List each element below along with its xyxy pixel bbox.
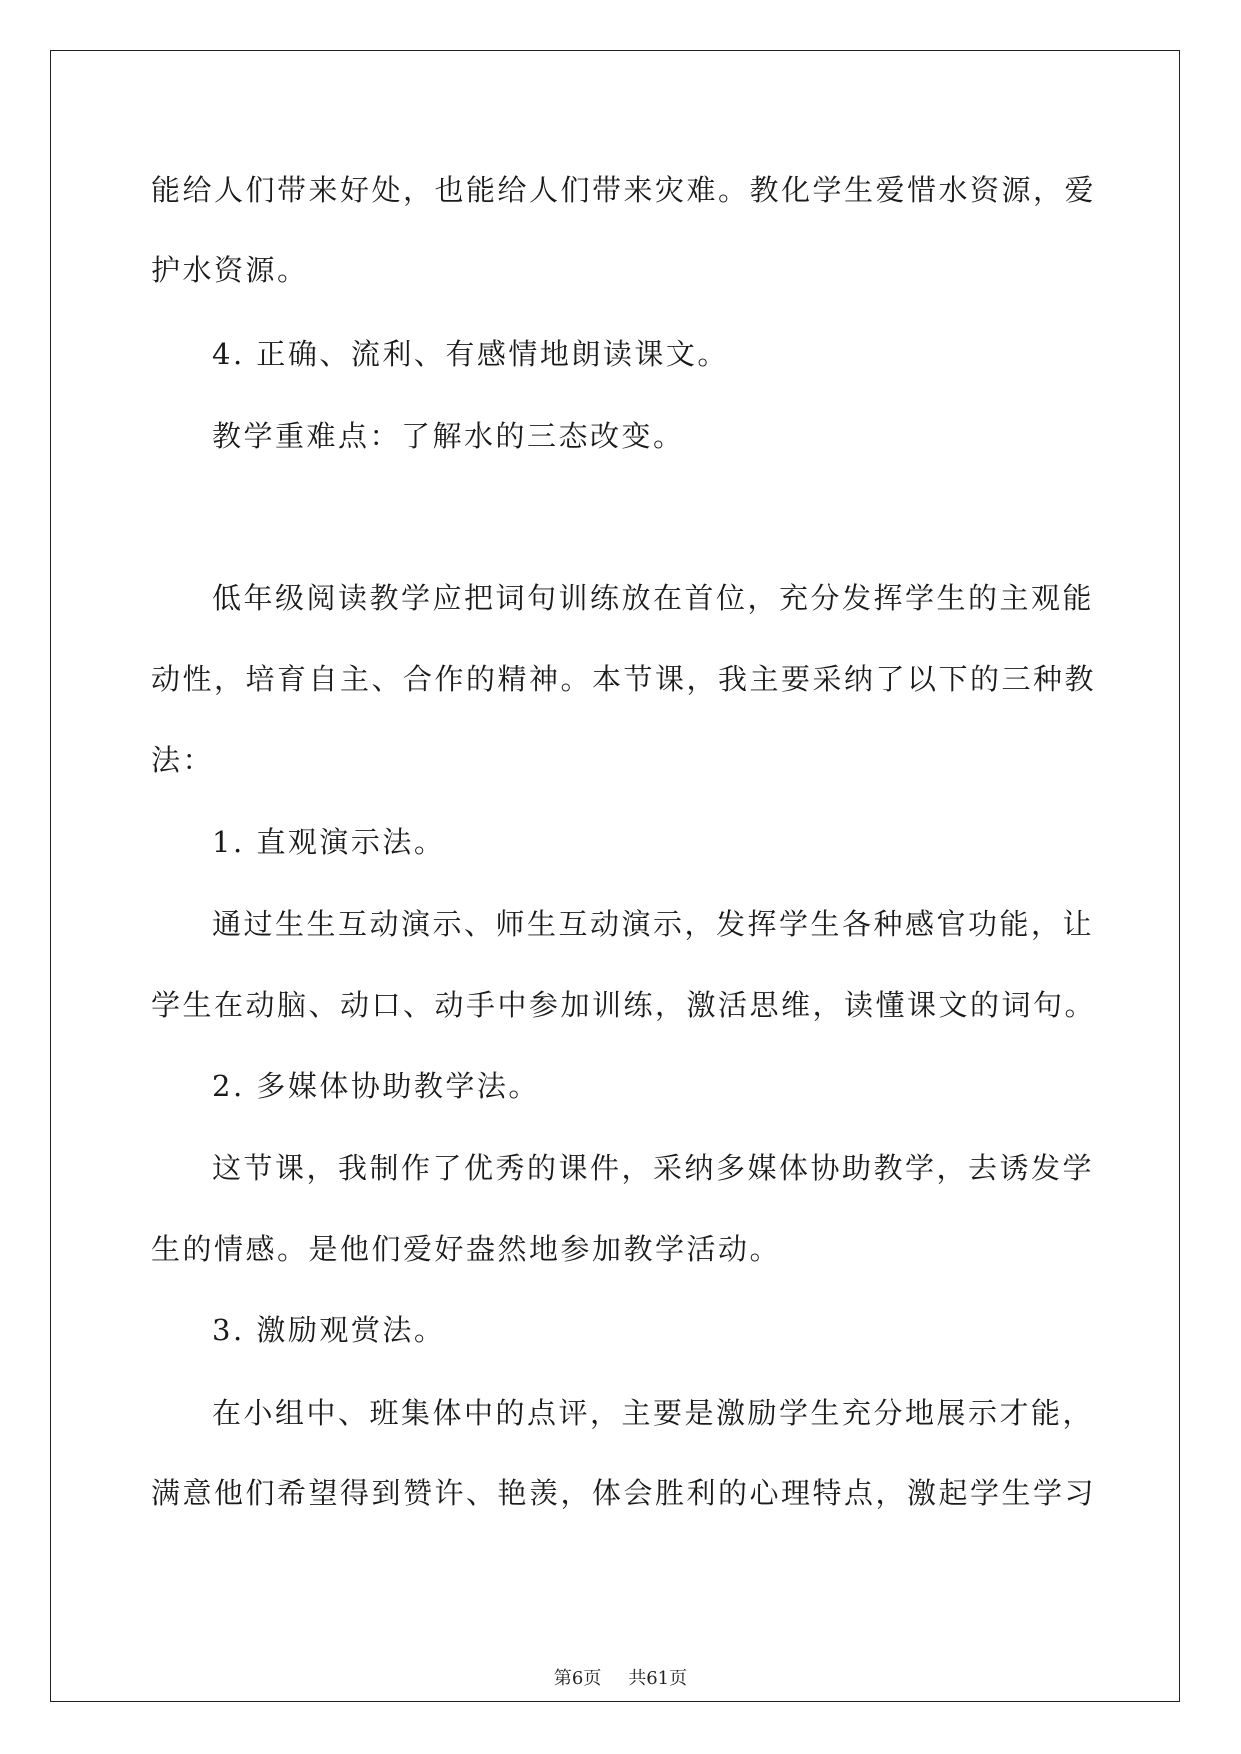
list-item: 3. 激励观赏法。 [212,1313,446,1347]
text-line: 教学重难点：了解水的三态改变。 [212,419,685,453]
list-item: 1. 直观演示法。 [212,825,446,859]
text-line: 法： [151,743,215,777]
total-pages: 共61页 [628,1668,688,1689]
text-line: 学生在动脑、动口、动手中参加训练，激活思维，读懂课文的词句。 [151,988,1097,1022]
page-footer [0,1664,1241,1690]
text-line: 通过生生互动演示、师生互动演示，发挥学生各种感官功能，让 [212,907,1095,941]
text-line: 在小组中、班集体中的点评，主要是激励学生充分地展示才能， [212,1396,1095,1430]
page-number: 第6页 [553,1668,602,1689]
text-line: 能给人们带来好处，也能给人们带来灾难。教化学生爱惜水资源，爱 [151,173,1097,207]
text-line: 低年级阅读教学应把词句训练放在首位，充分发挥学生的主观能 [212,581,1095,615]
text-line: 满意他们希望得到赞许、艳羡，体会胜利的心理特点，激起学生学习 [151,1476,1097,1510]
text-line: 护水资源。 [151,253,309,287]
list-item: 4. 正确、流利、有感情地朗读课文。 [212,337,729,371]
page-frame [50,50,1180,1702]
list-item: 2. 多媒体协助教学法。 [212,1069,540,1103]
text-line: 生的情感。是他们爱好盎然地参加教学活动。 [151,1232,782,1266]
text-line: 动性，培育自主、合作的精神。本节课，我主要采纳了以下的三种教 [151,662,1097,696]
text-line: 这节课，我制作了优秀的课件，采纳多媒体协助教学，去诱发学 [212,1151,1095,1185]
